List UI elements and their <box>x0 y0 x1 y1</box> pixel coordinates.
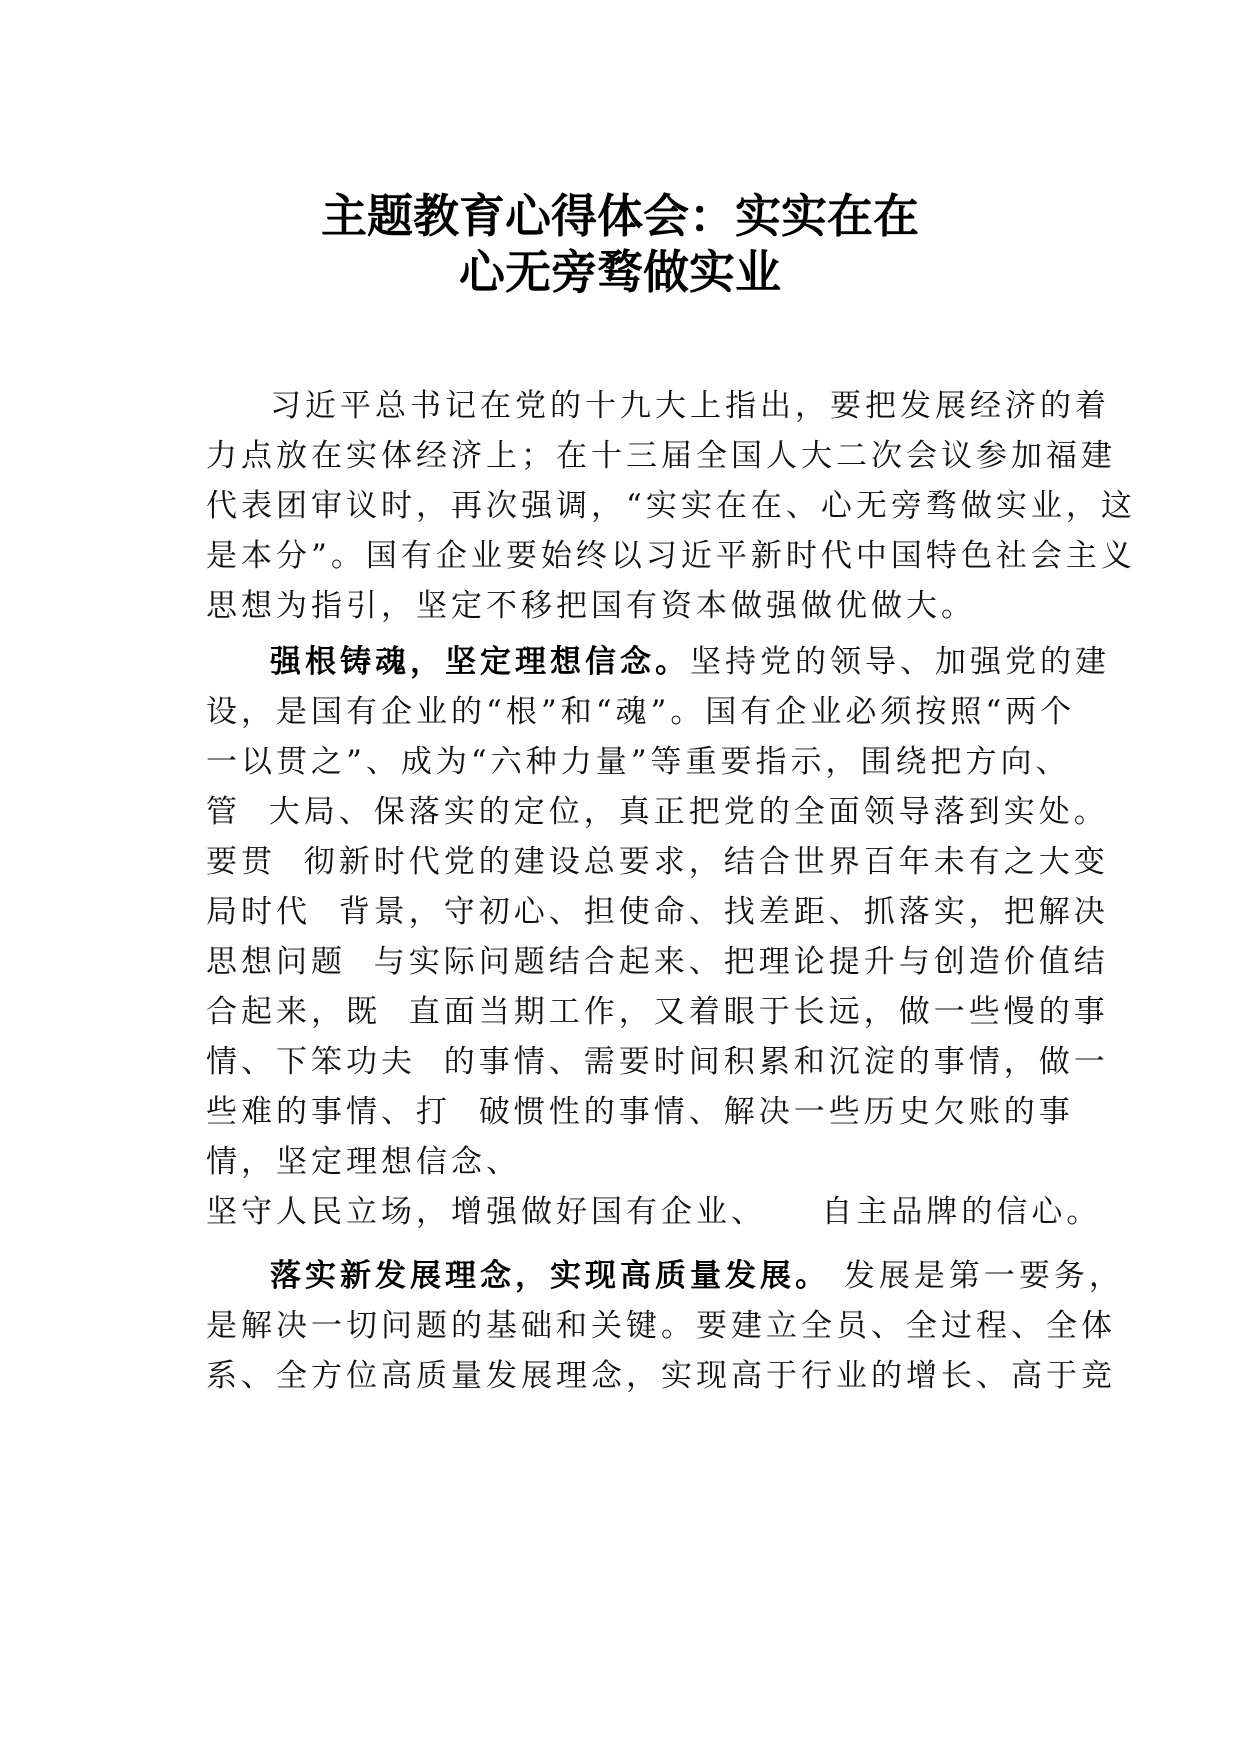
paragraph-2-line: 思想问题 与实际问题结合起来、把理论提升与创造价值结 <box>206 944 1109 980</box>
paragraph-3-heading: 落实新发展理念，实现高质量发展。 <box>270 1258 830 1294</box>
paragraph-1-line: 思想为指引，坚定不移把国有资本做强做优做大。 <box>206 588 976 624</box>
paragraph-1-line: 代表团审议时，再次强调，“实实在在、心无旁骛做实业，这 <box>206 488 1136 524</box>
paragraph-3-text: 发展是第一要务， <box>830 1258 1124 1294</box>
paragraph-2-first-line <box>270 642 1110 682</box>
paragraph-1-line: 力点放在实体经济上；在十三届全国人大二次会议参加福建 <box>206 438 1116 474</box>
paragraph-2-line: 情、下笨功夫 的事情、需要时间积累和沉淀的事情，做一 <box>206 1044 1109 1080</box>
paragraph-2-heading: 强根铸魂，坚定理想信念。 <box>270 644 690 680</box>
paragraph-3-line: 系、全方位高质量发展理念，实现高于行业的增长、高于竞 <box>206 1358 1116 1394</box>
paragraph-2-line: 些难的事情、打 破惯性的事情、解决一些历史欠账的事 <box>206 1094 1074 1130</box>
paragraph-3-line: 是解决一切问题的基础和关键。要建立全员、全过程、全体 <box>206 1308 1116 1344</box>
paragraph-2-line: 要贯 彻新时代党的建设总要求，结合世界百年未有之大变 <box>206 844 1109 880</box>
document-title-line-1: 主题教育心得体会：实实在在 <box>321 189 919 243</box>
document-title-line-2: 心无旁骛做实业 <box>459 245 781 299</box>
paragraph-2-line: 设，是国有企业的“根”和“魂”。国有企业必须按照“两个 <box>206 694 1076 730</box>
paragraph-2-line: 情，坚定理想信念、 <box>206 1144 521 1180</box>
paragraph-2-line: 管 大局、保落实的定位，真正把党的全面领导落到实处。 <box>206 794 1109 830</box>
paragraph-1-line: 习近平总书记在党的十九大上指出，要把发展经济的着 <box>270 388 1110 424</box>
paragraph-3-first-line <box>270 1256 1124 1296</box>
paragraph-2-text: 坚持党的领导、加强党的建 <box>690 644 1110 680</box>
paragraph-2-line: 一以贯之”、成为“六种力量”等重要指示，围绕把方向、 <box>206 744 1071 780</box>
paragraph-2-line: 坚守人民立场，增强做好国有企业、 自主品牌的信心。 <box>206 1194 1102 1230</box>
paragraph-2-line: 合起来，既 直面当期工作，又着眼于长远，做一些慢的事 <box>206 994 1109 1030</box>
paragraph-1-line: 是本分”。国有企业要始终以习近平新时代中国特色社会主义 <box>206 538 1136 574</box>
paragraph-2-line: 局时代 背景，守初心、担使命、找差距、抓落实，把解决 <box>206 894 1109 930</box>
